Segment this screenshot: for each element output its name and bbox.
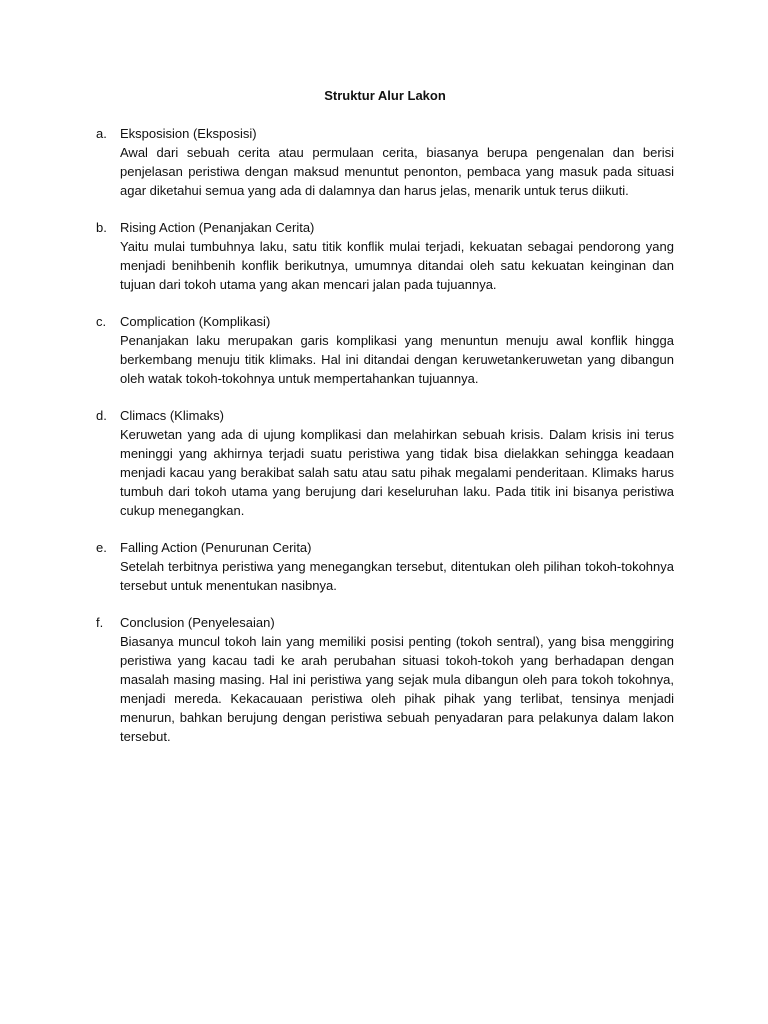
section-marker: a. (96, 126, 107, 141)
section-heading: Eksposision (Eksposisi) (120, 126, 257, 141)
section-content (120, 613, 674, 746)
section-body: Yaitu mulai tumbuhnya laku, satu titik konflik mulai terjadi, kekuatan sebagai pendorong yang menjadi benihbenih konflik berikutnya, umumnya ditandai oleh satu kekuatan keinginan dan tujuan dari tokoh utama yang akan mencari jalan pada tujuannya. (120, 239, 674, 292)
section-complication (96, 312, 674, 388)
section-heading: Conclusion (Penyelesaian) (120, 615, 275, 630)
section-content (120, 124, 674, 200)
section-climax (96, 406, 674, 520)
section-body: Biasanya muncul tokoh lain yang memiliki posisi penting (tokoh sentral), yang bisa menggiring peristiwa yang kacau tadi ke arah perubahan situasi tokoh-tokoh yang berhadapan dengan masalah masing masing. Hal ini peristiwa yang sejak mula dibangun oleh para tokoh tokohnya, menjadi mereda. Kekacauaan peristiwa oleh pihak pihak yang terlibat, tensinya menjadi menurun, bahkan berujung dengan peristiwa sebuah penyadaran para pelakunya dalam lakon tersebut. (120, 634, 674, 744)
section-content (120, 312, 674, 388)
page-title: Struktur Alur Lakon (324, 88, 446, 103)
section-marker: f. (96, 615, 104, 630)
section-exposition (96, 124, 674, 200)
section-content (120, 538, 674, 595)
section-heading: Falling Action (Penurunan Cerita) (120, 540, 312, 555)
section-content (120, 218, 674, 294)
section-body: Setelah terbitnya peristiwa yang menegangkan tersebut, ditentukan oleh pilihan tokoh-tokohnya tersebut untuk menentukan nasibnya. (120, 559, 674, 593)
section-marker: b. (96, 220, 107, 235)
section-marker: e. (96, 540, 107, 555)
section-marker: c. (96, 314, 107, 329)
section-content (120, 406, 674, 520)
section-falling-action (96, 538, 674, 595)
section-heading: Rising Action (Penanjakan Cerita) (120, 220, 315, 235)
section-heading: Complication (Komplikasi) (120, 314, 271, 329)
section-body: Awal dari sebuah cerita atau permulaan cerita, biasanya berupa pengenalan dan berisi penjelasan peristiwa dengan maksud menuntut penonton, pembaca yang masuk pada situasi agar diketahui semua yang ada di dalamnya dan harus jelas, menarik untuk terus diikuti. (120, 145, 674, 198)
section-rising-action (96, 218, 674, 294)
section-marker: d. (96, 408, 107, 423)
section-body: Keruwetan yang ada di ujung komplikasi dan melahirkan sebuah krisis. Dalam krisis ini terus meninggi yang akhirnya terjadi suatu peristiwa yang tidak bisa dielakkan sehingga keadaan menjadi kacau yang berakibat salah satu atau satu pihak megalami penderitaan. Klimaks harus tumbuh dari tokoh utama yang berujung dari keseluruhan laku. Pada titik ini bisanya peristiwa cukup menegangkan. (120, 427, 674, 518)
section-conclusion (96, 613, 674, 746)
section-heading: Climacs (Klimaks) (120, 408, 224, 423)
section-body: Penanjakan laku merupakan garis komplikasi yang menuntun menuju awal konflik hingga berkembang menuju titik klimaks. Hal ini ditandai dengan keruwetankeruwetan yang dibangun oleh watak tokoh-tokohnya untuk mempertahankan tujuannya. (120, 333, 674, 386)
